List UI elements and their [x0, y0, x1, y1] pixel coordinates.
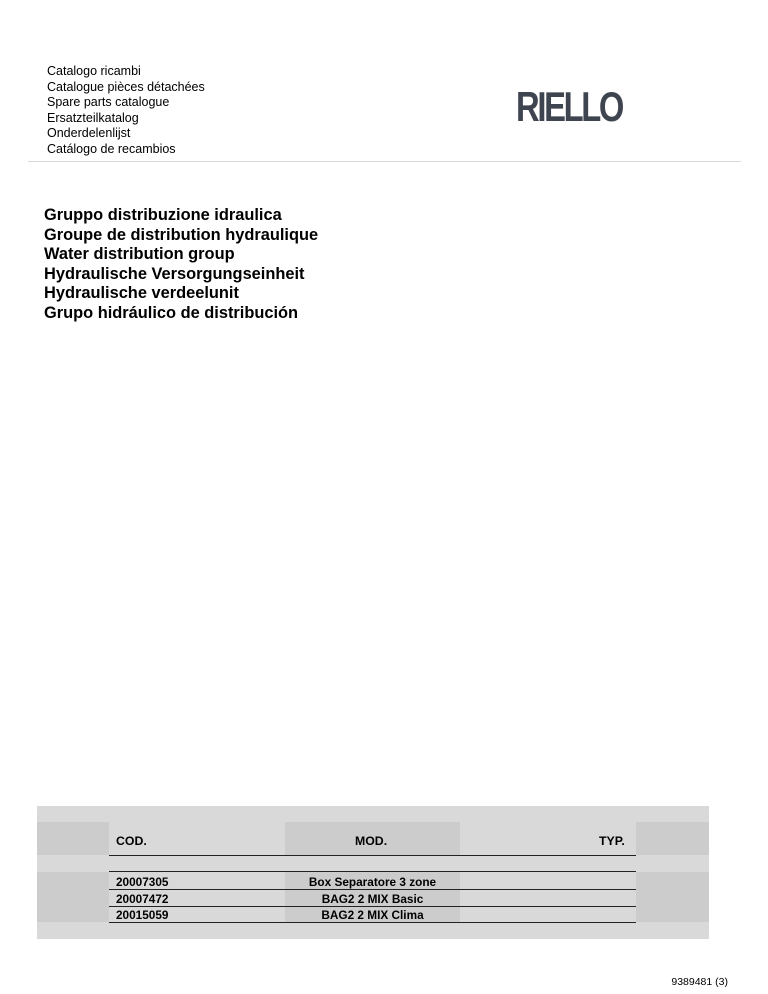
catalog-title-es: Catálogo de recambios [47, 141, 176, 156]
title-en: Water distribution group [44, 245, 235, 263]
row-mod: Box Separatore 3 zone [308, 875, 437, 889]
table-bottom-rule [109, 922, 636, 923]
table-header-mod: MOD. [355, 834, 388, 848]
row-cod: 20015059 [116, 908, 169, 922]
title-it: Gruppo distribuzione idraulica [44, 206, 282, 224]
title-nl: Hydraulische verdeelunit [44, 284, 239, 302]
riello-logo: RIELLO [516, 83, 623, 130]
table-row-rule [109, 906, 636, 907]
table-rule-top [109, 871, 636, 872]
header-divider [28, 161, 741, 162]
table-header-rule [109, 855, 636, 856]
table-row-rule [109, 889, 636, 890]
catalog-title-fr: Catalogue pièces détachées [47, 79, 205, 94]
table-header-typ: TYP. [599, 834, 625, 848]
model-table [37, 806, 709, 939]
table-bottom-strip [37, 922, 709, 939]
row-mod: BAG2 2 MIX Basic [321, 892, 424, 906]
table-header-cod: COD. [116, 834, 147, 848]
row-mod: BAG2 2 MIX Clima [321, 908, 424, 922]
table-col-shade-typ [460, 806, 636, 939]
document-titles [44, 206, 318, 323]
row-cod: 20007305 [116, 875, 169, 889]
catalog-title-en: Spare parts catalogue [47, 95, 170, 110]
table-top-strip [37, 806, 709, 822]
title-fr: Groupe de distribution hydraulique [44, 225, 319, 244]
table-mid-strip [37, 855, 709, 872]
catalog-title-de: Ersatzteilkatalog [47, 110, 139, 125]
title-de: Hydraulische Versorgungseinheit [44, 264, 305, 283]
catalog-title-it: Catalogo ricambi [47, 64, 141, 78]
row-cod: 20007472 [116, 892, 169, 906]
catalog-title-nl: Onderdelenlijst [47, 126, 131, 141]
title-es: Grupo hidráulico de distribución [44, 303, 299, 322]
document-code: 9389481 (3) [671, 976, 728, 988]
catalog-title-list [47, 64, 205, 158]
